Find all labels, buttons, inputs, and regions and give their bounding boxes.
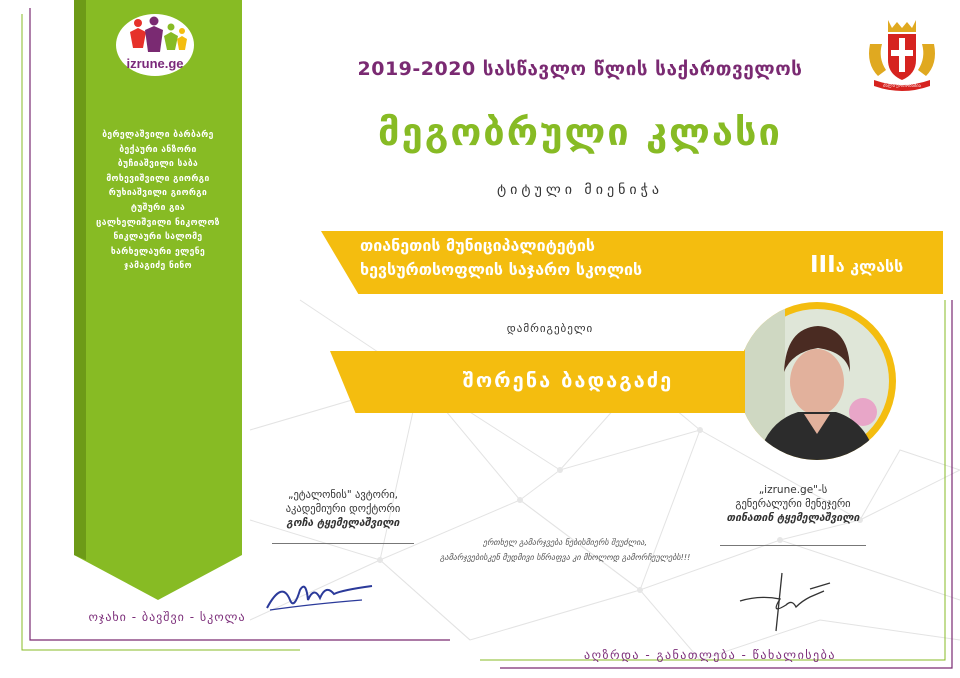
coat-of-arms-icon xyxy=(860,14,944,94)
left-signature-line xyxy=(272,543,414,544)
teacher-photo xyxy=(738,302,896,460)
ribbon-shadow xyxy=(74,0,86,560)
footer-left-motto: ოჯახი - ბავშვი - სკოლა xyxy=(88,610,246,624)
main-title: მეგობრული კლასი xyxy=(378,110,782,154)
grade-number: III xyxy=(810,252,836,278)
right-signatory-name: თინათინ ტყემელაშვილი xyxy=(726,512,860,524)
left-signature-icon xyxy=(262,570,377,615)
year-title: 2019-2020 სასწავლო წლის საქართველოს xyxy=(357,58,803,80)
student-name: ჯამაგიძე ნინო xyxy=(124,261,192,272)
grade-suffix: ა კლასს xyxy=(835,257,904,276)
teacher-name: შორენა ბადაგაძე xyxy=(462,368,674,392)
student-name: რუხიაშვილი გიორგი xyxy=(108,188,208,199)
logo-text: izrune.ge xyxy=(126,56,184,71)
student-name: მოხევიშვილი გიორგი xyxy=(106,173,210,184)
right-signature-icon xyxy=(730,565,840,635)
student-name: ბერელაშვილი ბარბარე xyxy=(102,130,214,140)
student-name: ნიკლაური სალომე xyxy=(113,232,203,243)
green-ribbon xyxy=(74,0,242,600)
teacher-label: დამრიგებელი xyxy=(506,322,594,335)
left-signatory-title-2: აკადემიური დოქტორი xyxy=(285,503,401,515)
student-name: ტუშური გია xyxy=(130,202,186,213)
portrait-icon xyxy=(738,302,896,460)
note-line-1: ერთხელ გამარჯვება ნებისმიერს შეუძლია, xyxy=(483,538,647,547)
school-line-2: ხევსურთსოფლის საჯარო სკოლის xyxy=(360,260,643,279)
subtitle: ტიტული მიენიჭა xyxy=(496,182,664,198)
motivational-note xyxy=(440,535,690,565)
class-grade xyxy=(810,252,903,278)
student-name: ცალხელიშვილი ნიკოლოზ xyxy=(96,217,220,228)
emblem-motto: ძალა ერთობაშია xyxy=(883,84,921,89)
right-signatory-title-1: „izrune.ge"-ს xyxy=(758,484,828,496)
family-logo-icon xyxy=(116,14,194,60)
left-signatory xyxy=(268,488,418,530)
right-signatory-title-2: გენერალური მენეჯერი xyxy=(735,498,851,510)
right-signatory xyxy=(718,483,868,525)
student-name: ბექაური ანზორი xyxy=(119,144,197,155)
school-line-1: თიანეთის მუნიციპალიტეტის xyxy=(360,236,595,255)
right-signature-line xyxy=(720,545,866,546)
footer-right-motto: აღზრდა - განათლება - წახალისება xyxy=(584,648,836,662)
student-list xyxy=(78,128,238,274)
student-name: ბუჩიაშვილი საბა xyxy=(117,159,199,170)
student-name: ხარხელაური ელენე xyxy=(110,246,206,257)
left-signatory-title-1: „ეტალონის" ავტორი, xyxy=(288,489,398,501)
left-signatory-name: გოჩა ტყემელაშვილი xyxy=(286,517,400,529)
note-line-2: გამარჯვებისკენ მუდმივი სწრაფვა კი მხოლოდ გამორჩეულებს!!! xyxy=(440,553,691,562)
